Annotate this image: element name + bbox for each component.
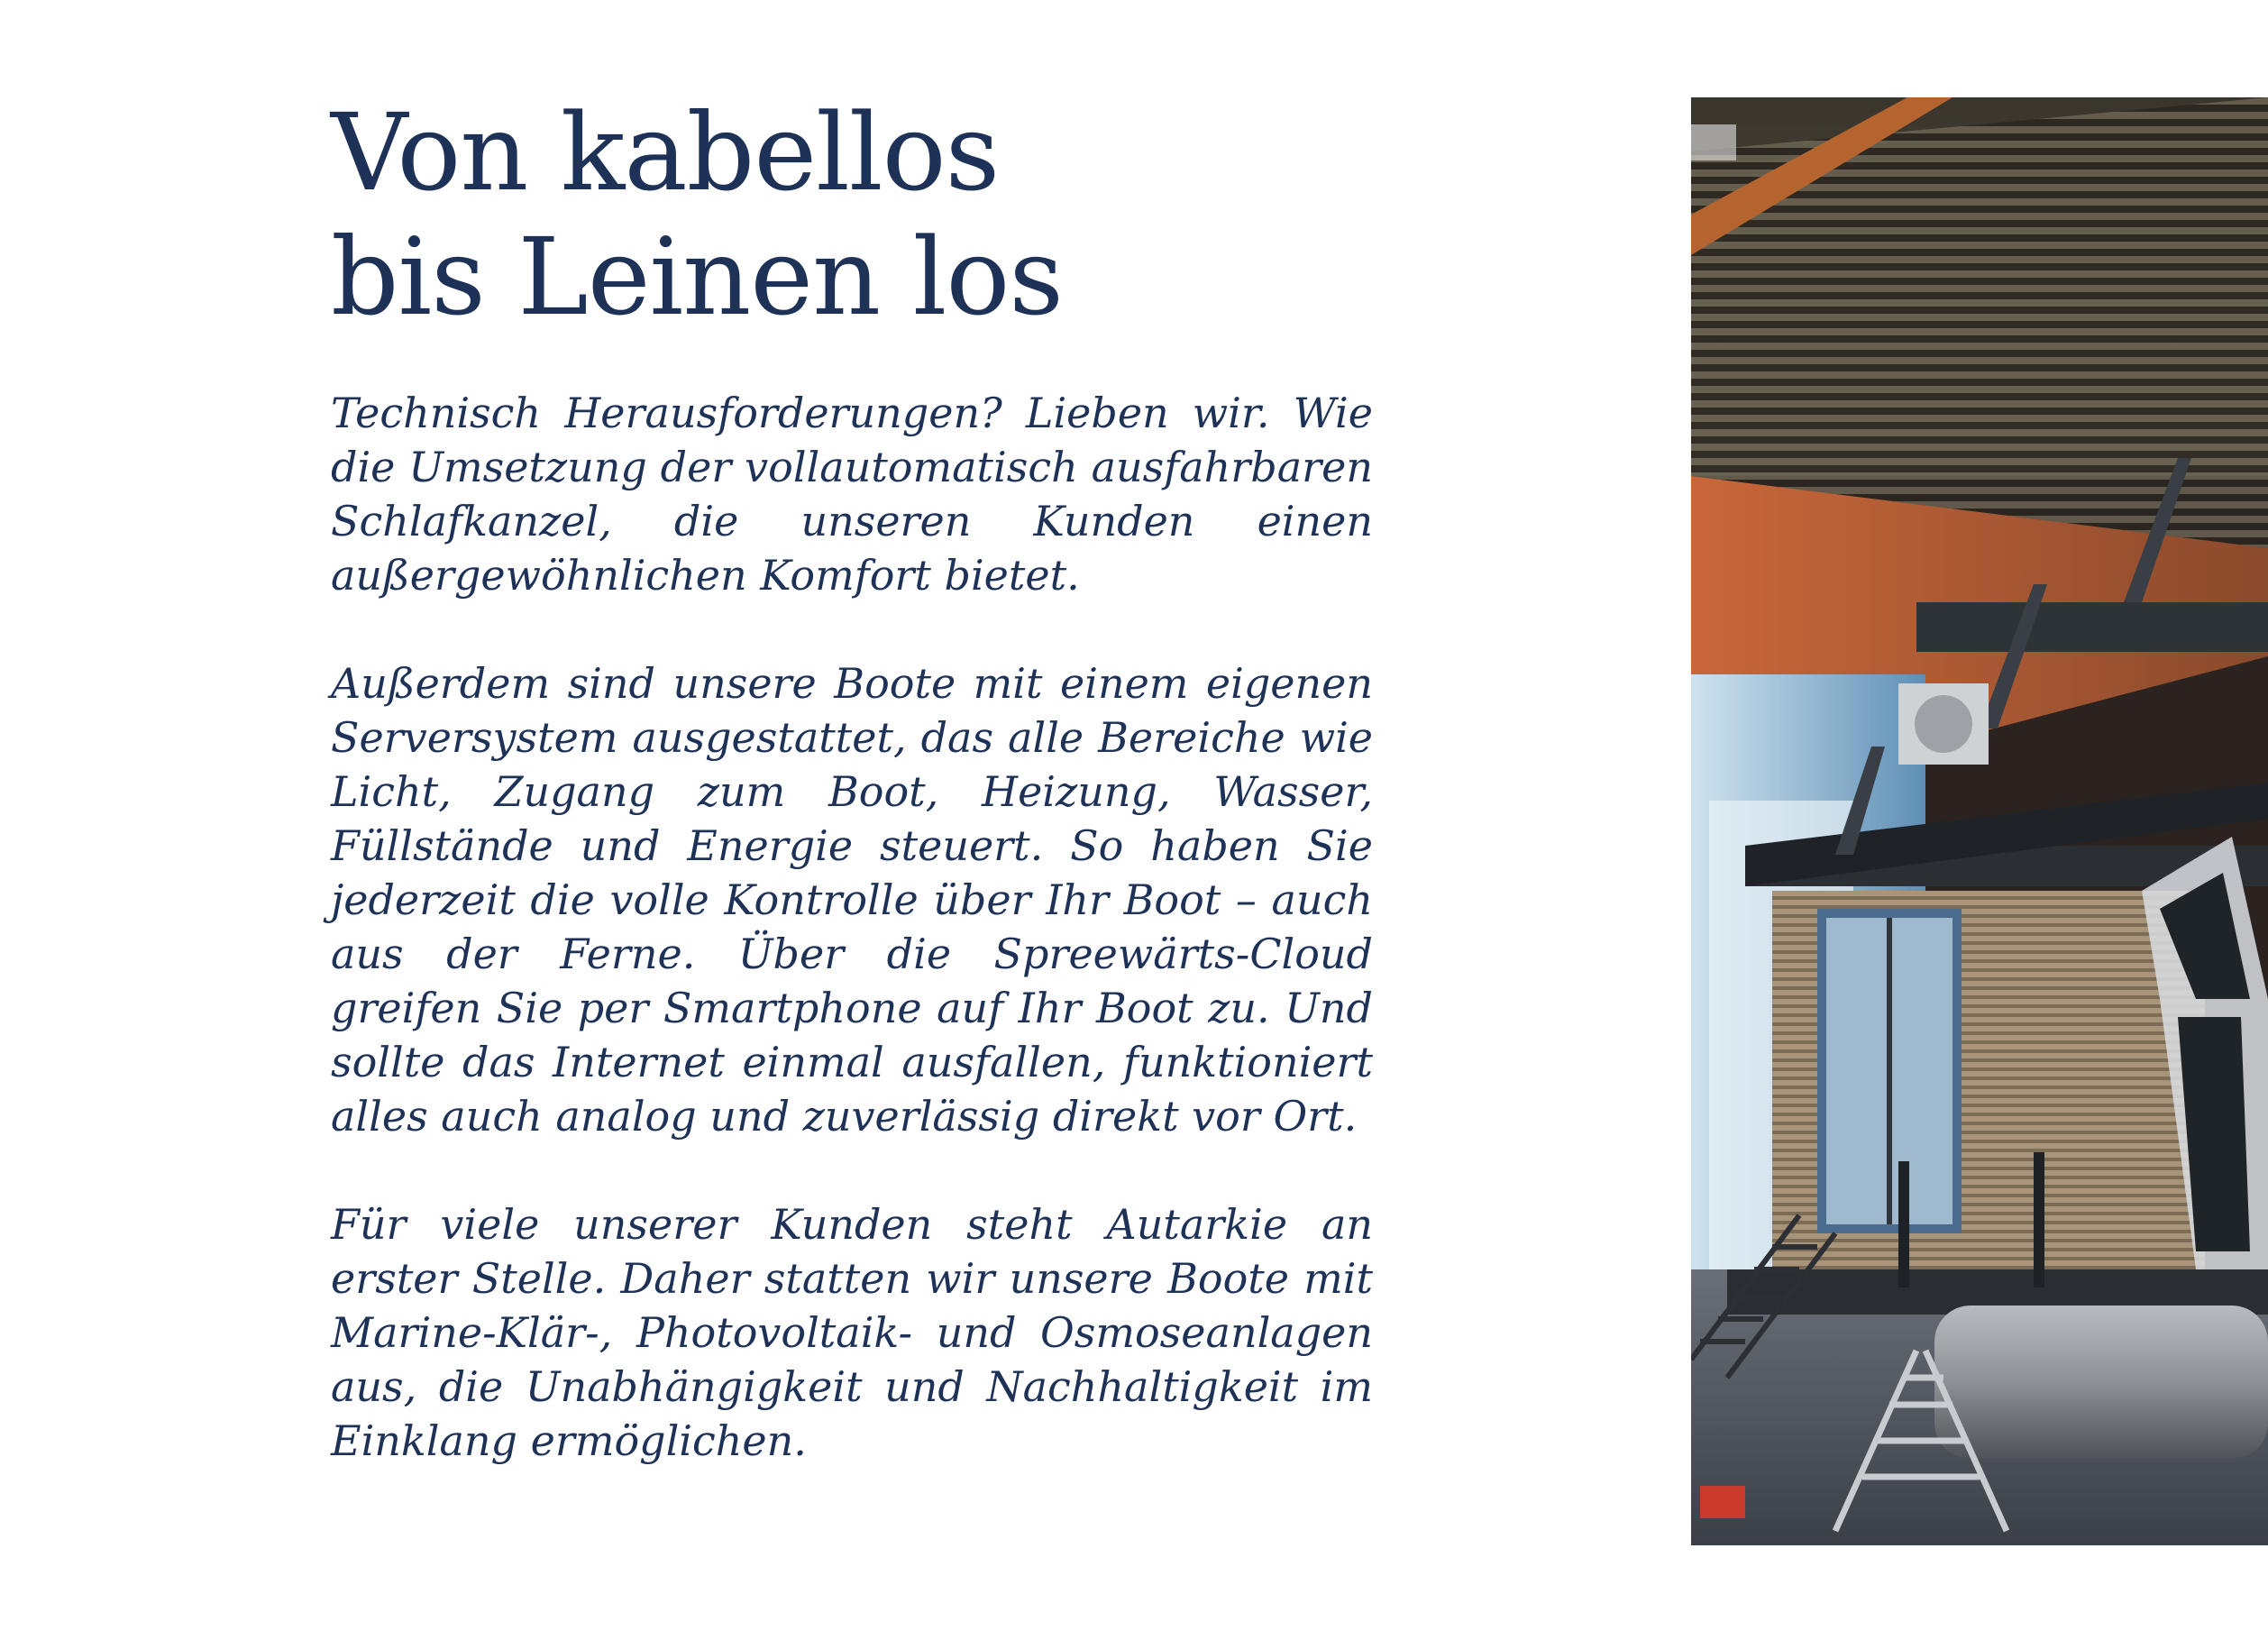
houseboat-construction-photo bbox=[1691, 97, 2268, 1545]
text-column bbox=[331, 90, 1373, 1522]
page-headline bbox=[331, 90, 1373, 339]
paragraph-intro: Technisch Herausforderungen? Lieben wir. Wie die Umsetzung der vollautomatisch ausfahrbaren Schlafkanzel, die unseren Kunden einen außergewöhnlichen Komfort bietet. bbox=[331, 389, 1373, 600]
paragraph-autarky: Für viele unserer Kunden steht Autarkie an erster Stelle. Daher statten wir unsere Boote mit Marine-Klär-, Photovoltaik- und Osmoseanlagen aus, die Unabhängigkeit und Nachhaltigkeit im Einklang ermöglichen. bbox=[331, 1200, 1373, 1465]
body-text bbox=[331, 386, 1373, 1468]
headline-line-1: Von kabellos bbox=[331, 90, 1000, 215]
paragraph-server-system: Außerdem sind unsere Boote mit einem eigenen Serversystem ausgestattet, das alle Bereiche wie Licht, Zugang zum Boot, Heizung, Wasser, Füllstände und Energie steuert. So haben Sie jederzeit die volle Kontrolle über Ihr Boot – auch aus der Ferne. Über die Spreewärts-Cloud greifen Sie per Smartphone auf Ihr Boot zu. Und sollte das Internet einmal ausfallen, funktioniert alles auch analog und zuverlässig direkt vor Ort. bbox=[331, 659, 1373, 1141]
headline-line-2: bis Leinen los bbox=[331, 215, 1063, 339]
